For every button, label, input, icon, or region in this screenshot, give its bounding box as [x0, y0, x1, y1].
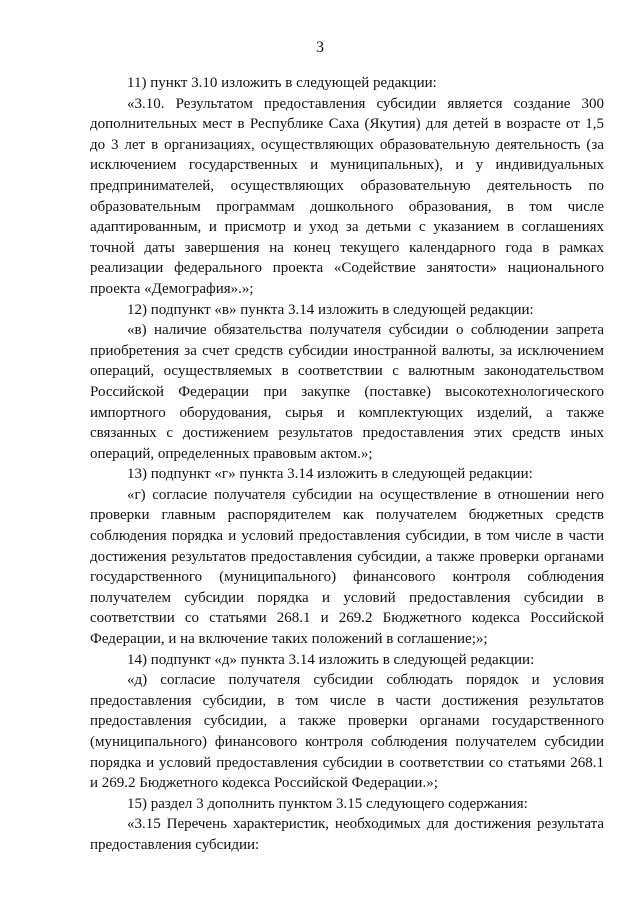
paragraph-item-14-header: 14) подпункт «д» пункта 3.14 изложить в следующей редакции: [127, 651, 535, 668]
paragraph-item-13-header: 13) подпункт «г» пункта 3.14 изложить в следующей редакции: [127, 466, 533, 483]
paragraph-subclause-v: «в) наличие обязательства получателя субсидии о соблюдении запрета приобретения за счет средств субсидии иностранной валюты, за исключением операций, осуществляемых в соответствии с валютным законодательством Российской Федерации при закупке (поставке) высокотехнологического импортного оборудования, сырья и комплектующих изделий, а также связанных с достижением результатов предоставления этих средств иных операций, определенных правовым актом.»; [90, 322, 604, 462]
paragraph-item-11-header: 11) пункт 3.10 изложить в следующей редакции: [127, 75, 437, 91]
paragraph-subclause-d: «д) согласие получателя субсидии соблюдать порядок и условия предоставления субсидии, в том числе в части достижения результатов предоставления субсидии, а также проверки органами государственного (муниципального) финансового контроля соблюдения получателем субсидии порядка и условий предоставления субсидии в соответствии со статьями 268.1 и 269.2 Бюджетного кодекса Российской Федерации.»; [90, 672, 604, 792]
paragraph-subclause-g: «г) согласие получателя субсидии на осуществление в отношении него проверки главным распорядителем как получателем бюджетных средств соблюдения порядка и условий предоставления субсидии, в том числе в части достижения результатов предоставления субсидии, а также проверки органами государственного (муниципального) финансового контроля соблюдения получателем субсидии порядка и условий предоставления субсидии в соответствии со статьями 268.1 и 269.2 Бюджетного кодекса Российской Федерации, и на включение таких положений в соглашение;»; [90, 486, 604, 648]
document-body [90, 73, 604, 856]
page-number: 3 [316, 39, 324, 56]
paragraph-clause-3-15: «3.15 Перечень характеристик, необходимых для достижения результата предоставления субсидии: [90, 816, 604, 853]
paragraph-item-15-header: 15) раздел 3 дополнить пунктом 3.15 следующего содержания: [127, 795, 528, 812]
paragraph-clause-3-10: «3.10. Результатом предоставления субсидии является создание 300 дополнительных мест в Республике Саха (Якутия) для детей в возрасте от 1,5 до 3 лет в организациях, осуществляющих образовательную деятельность (за исключением государственных и муниципальных), и у индивидуальных предпринимателей, осуществляющих образовательную деятельность по образовательным программам дошкольного образования, в том числе адаптированным, и присмотр и уход за детьми с указанием в соглашениях точной даты завершения на конец текущего календарного года в рамках реализации федерального проекта «Содействие занятости» национального проекта «Демография».»; [90, 95, 604, 297]
paragraph-item-12-header: 12) подпункт «в» пункта 3.14 изложить в следующей редакции: [127, 301, 534, 318]
